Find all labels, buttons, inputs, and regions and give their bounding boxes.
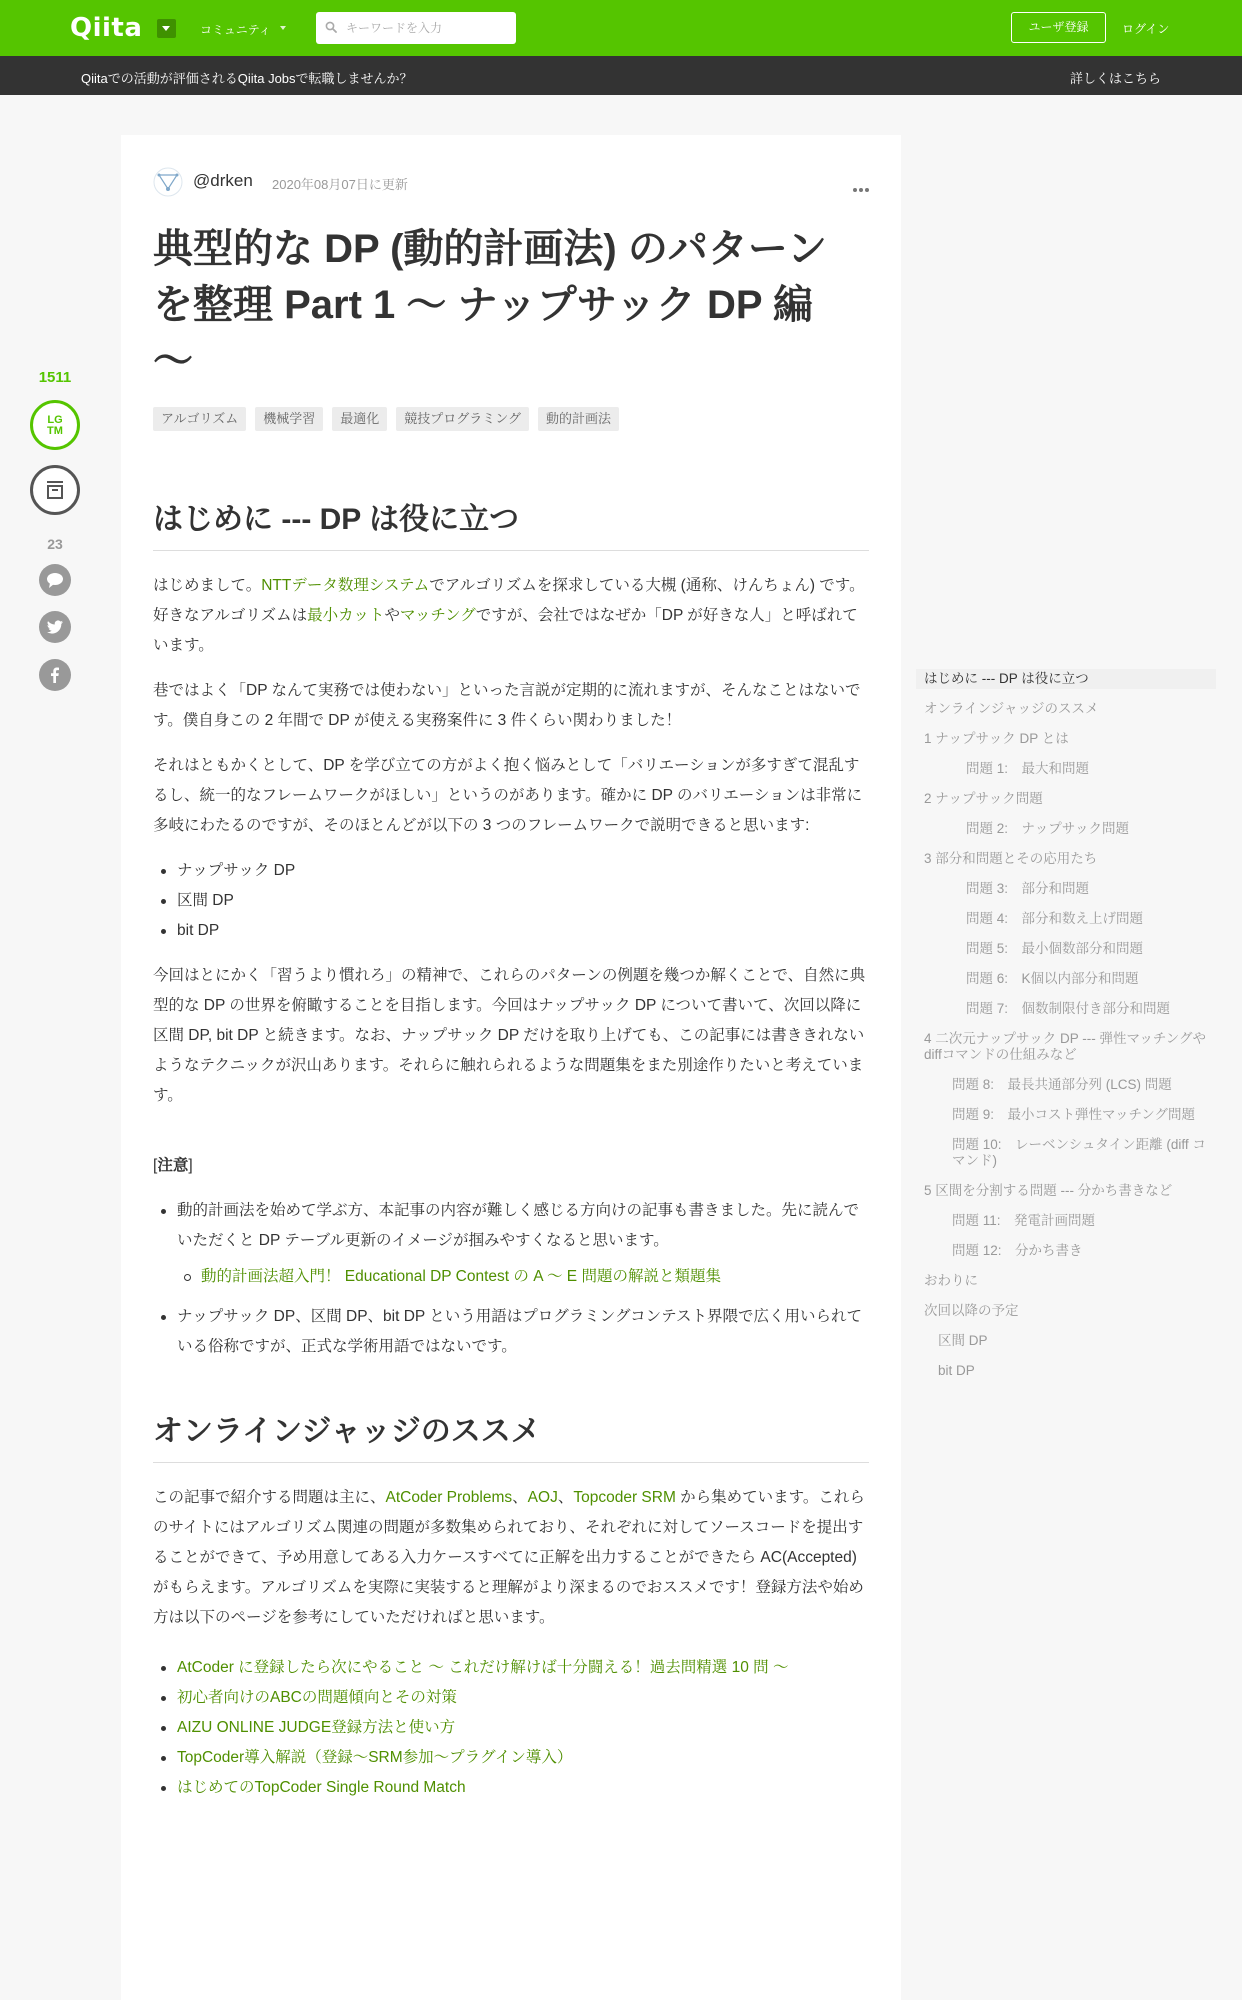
list-item: bit DP — [153, 916, 869, 946]
ntt-data-link[interactable]: NTTデータ数理システム — [261, 577, 430, 594]
lgtm-count: 1511 — [38, 369, 72, 386]
toc-item[interactable]: 区間 DP — [938, 1333, 988, 1348]
paragraph: 巷ではよく「DP なんて実務では使わない」といった言説が定期的に流れますが、そんなことはないです。僕自身この 2 年間で DP が使える実務案件に 3 件くらい関わりました！ — [153, 682, 861, 729]
tag-algorithm[interactable]: アルゴリズム — [153, 407, 246, 431]
list-item — [153, 1713, 869, 1743]
reference-link[interactable]: AtCoder に登録したら次にやること ～ これだけ解けば十分闘える！過去問精選 10 問 ～ — [177, 1659, 789, 1676]
text: 動的計画法を始めて学ぶ方、本記事の内容が難しく感じる方向けの記事も書きました。先に読んでいただくと DP テーブル更新のイメージが掴みやすくなると思います。 — [177, 1202, 860, 1249]
text: や — [384, 607, 400, 624]
toc-item[interactable]: 問題 6: K個以内部分和問題 — [966, 971, 1139, 986]
text: ] — [188, 1157, 193, 1174]
text: ですが、会社ではなぜか「DP が好きな人」と呼ばれています。 — [153, 607, 858, 654]
tag-list — [153, 407, 628, 431]
section-heading-online-judge: オンラインジャッジのススメ — [153, 1412, 869, 1463]
text: 、 — [512, 1489, 528, 1506]
reference-link-list — [153, 1653, 869, 1803]
comment-icon — [46, 571, 64, 589]
toc-item[interactable]: 問題 7: 個数制限付き部分和問題 — [966, 1001, 1171, 1016]
aoj-link[interactable]: AOJ — [527, 1489, 558, 1506]
author-avatar[interactable] — [153, 167, 183, 197]
topcoder-srm-link[interactable]: Topcoder SRM — [573, 1489, 676, 1506]
toc-item[interactable]: 1 ナップサック DP とは — [924, 731, 1069, 746]
facebook-share-button[interactable] — [39, 659, 71, 691]
reference-link[interactable]: TopCoder導入解説（登録～SRM参加～プラグイン導入） — [177, 1749, 573, 1766]
list-item: ナップサック DP、区間 DP、bit DP という用語はプログラミングコンテスト界隈で広く用いられている俗称ですが、正式な学術用語ではないです。 — [153, 1302, 869, 1362]
tag-machine-learning[interactable]: 機械学習 — [255, 407, 323, 431]
login-link[interactable]: ログイン — [1122, 22, 1170, 36]
search-box — [316, 12, 516, 44]
tag-dynamic-programming[interactable]: 動的計画法 — [538, 407, 619, 431]
top-nav-bar — [0, 0, 1242, 56]
jobs-banner — [0, 56, 1242, 95]
framework-list — [153, 856, 869, 946]
more-options-button[interactable] — [853, 179, 871, 197]
jobs-details-link[interactable]: 詳しくはこちら — [1070, 71, 1162, 86]
logo-dropdown-button[interactable] — [157, 19, 176, 38]
toc-item[interactable]: 問題 10: レーベンシュタイン距離 (diff コマンド) — [952, 1137, 1206, 1168]
toc-item[interactable]: 問題 1: 最大和問題 — [966, 761, 1090, 776]
toc-item[interactable]: 3 部分和問題とその応用たち — [924, 851, 1098, 866]
article-body — [153, 500, 869, 1818]
sub-list — [177, 1262, 869, 1292]
toc-item[interactable]: 問題 9: 最小コスト弾性マッチング問題 — [952, 1107, 1196, 1122]
note-list — [153, 1196, 869, 1362]
toc-item[interactable]: オンラインジャッジのススメ — [924, 701, 1099, 716]
dp-intro-article-link[interactable]: 動的計画法超入門！ Educational DP Contest の A ～ E 問題の解説と類題集 — [201, 1268, 721, 1285]
tag-competitive-programming[interactable]: 競技プログラミング — [396, 407, 529, 431]
text: はじめまして。 — [153, 577, 262, 594]
toc-item[interactable]: 問題 12: 分かち書き — [952, 1243, 1083, 1258]
list-item — [153, 1743, 869, 1773]
updated-date: 2020年08月07日に更新 — [272, 177, 408, 192]
paragraph: それはともかくとして、DP を学び立ての方がよく抱く悩みとして「バリエーションが多すぎて混乱するし、統一的なフレームワークがほしい」というのがあります。確かに DP のバリエーションは非常に多岐にわたるのですが、そのほとんどが以下の 3 つのフレームワークで説明できると思います: — [153, 757, 863, 834]
list-item — [153, 1773, 869, 1803]
text: 、 — [557, 1489, 574, 1506]
toc-item[interactable]: 4 二次元ナップサック DP --- 弾性マッチングやdiffコマンドの仕組みなど — [924, 1031, 1206, 1062]
toc-item[interactable]: はじめに --- DP は役に立つ — [916, 669, 1216, 689]
toc-item[interactable]: 2 ナップサック問題 — [924, 791, 1043, 806]
text: この記事で紹介する問題は主に、 — [153, 1489, 386, 1506]
list-item — [177, 1262, 869, 1292]
dot-icon — [865, 188, 869, 192]
toc-item[interactable]: 問題 3: 部分和問題 — [966, 881, 1090, 896]
lgtm-label-top: LG — [47, 414, 63, 426]
intro-paragraph — [153, 571, 869, 661]
signup-button[interactable]: ユーザ登録 — [1011, 12, 1106, 43]
lgtm-button[interactable] — [30, 400, 80, 450]
toc-item[interactable]: 次回以降の予定 — [924, 1303, 1019, 1318]
dot-icon — [853, 188, 857, 192]
toc-item[interactable]: 問題 2: ナップサック問題 — [966, 821, 1129, 836]
dot-icon — [859, 188, 863, 192]
list-item — [153, 1196, 869, 1292]
search-input[interactable] — [346, 12, 512, 44]
reference-link[interactable]: 初心者向けのABCの問題傾向とその対策 — [177, 1689, 457, 1706]
list-item: ナップサック DP — [153, 856, 869, 886]
text: 注意 — [157, 1157, 189, 1174]
section-heading-intro: はじめに --- DP は役に立つ — [153, 500, 869, 551]
matching-link[interactable]: マッチング — [399, 607, 476, 624]
list-item: 区間 DP — [153, 886, 869, 916]
article-card — [121, 135, 901, 2000]
toc-item[interactable]: おわりに — [924, 1273, 978, 1288]
chevron-down-icon — [280, 26, 286, 30]
text: から集めています。これらのサイトにはアルゴリズム関連の問題が多数集められており、それぞれに対してソースコードを提出することができて、予め用意してある入力ケースすべてに正解を出力することができたら AC(Accepted) がもらえます。アルゴリズムを実際に実装すると理解がより深まるのでおススメです！登録方法や始め方は以下のページを参考にしていただければと思います。 — [153, 1489, 865, 1626]
reference-link[interactable]: はじめてのTopCoder Single Round Match — [177, 1779, 466, 1796]
twitter-share-button[interactable] — [39, 611, 71, 643]
online-judge-paragraph — [153, 1483, 869, 1633]
toc-item[interactable]: 問題 4: 部分和数え上げ問題 — [966, 911, 1144, 926]
search-icon — [325, 21, 337, 33]
toc-item[interactable]: bit DP — [938, 1363, 975, 1378]
toc-item[interactable]: 問題 8: 最長共通部分列 (LCS) 問題 — [952, 1077, 1172, 1092]
text: 好きなアルゴリズムは — [153, 607, 308, 624]
text: でアルゴリズムを探求している大槻 (通称、けんちょん) です。 — [429, 577, 865, 594]
toc-item[interactable]: 問題 5: 最小個数部分和問題 — [966, 941, 1144, 956]
jobs-banner-text[interactable]: Qiitaでの活動が評価されるQiita Jobsで転職しませんか？ — [81, 71, 413, 86]
note-heading — [153, 1151, 869, 1181]
toc-item[interactable]: 5 区間を分割する問題 --- 分かち書きなど — [924, 1183, 1173, 1198]
lgtm-label-bottom: TM — [47, 425, 63, 437]
author-name[interactable]: @drken — [193, 171, 253, 190]
atcoder-problems-link[interactable]: AtCoder Problems — [385, 1489, 513, 1506]
stock-button[interactable] — [30, 465, 80, 515]
min-cut-link[interactable]: 最小カット — [307, 607, 385, 624]
twitter-icon — [46, 618, 64, 636]
facebook-icon — [46, 666, 64, 684]
community-menu[interactable]: コミュニティ — [200, 23, 271, 37]
toc-item[interactable]: 問題 11: 発電計画問題 — [952, 1213, 1096, 1228]
paragraph: 今回はとにかく「習うより慣れろ」の精神で、これらのパターンの例題を幾つか解くことで、自然に典型的な DP の世界を俯瞰することを目指します。今回はナップサック DP について書いて、次回以降に区間 DP, bit DP と続きます。なお、ナップサック DP だけを取り上げても、この記事には書ききれないようなテクニックが沢山あります。それらに触れられるような問題集をまた別途作りたいと考えています。 — [153, 967, 866, 1104]
list-item — [153, 1683, 869, 1713]
text: [ — [153, 1157, 158, 1174]
comment-button[interactable] — [39, 564, 71, 596]
comment-count: 23 — [47, 536, 63, 552]
table-of-contents — [916, 669, 1216, 1391]
tag-optimization[interactable]: 最適化 — [332, 407, 387, 431]
reference-link[interactable]: AIZU ONLINE JUDGE登録方法と使い方 — [177, 1719, 456, 1736]
stock-icon — [46, 480, 64, 500]
list-item — [153, 1653, 869, 1683]
qiita-logo[interactable]: Qiita — [70, 13, 143, 43]
article-title: 典型的な DP (動的計画法) のパターンを整理 Part 1 ～ ナップサック DP 編 ～ — [153, 227, 828, 383]
